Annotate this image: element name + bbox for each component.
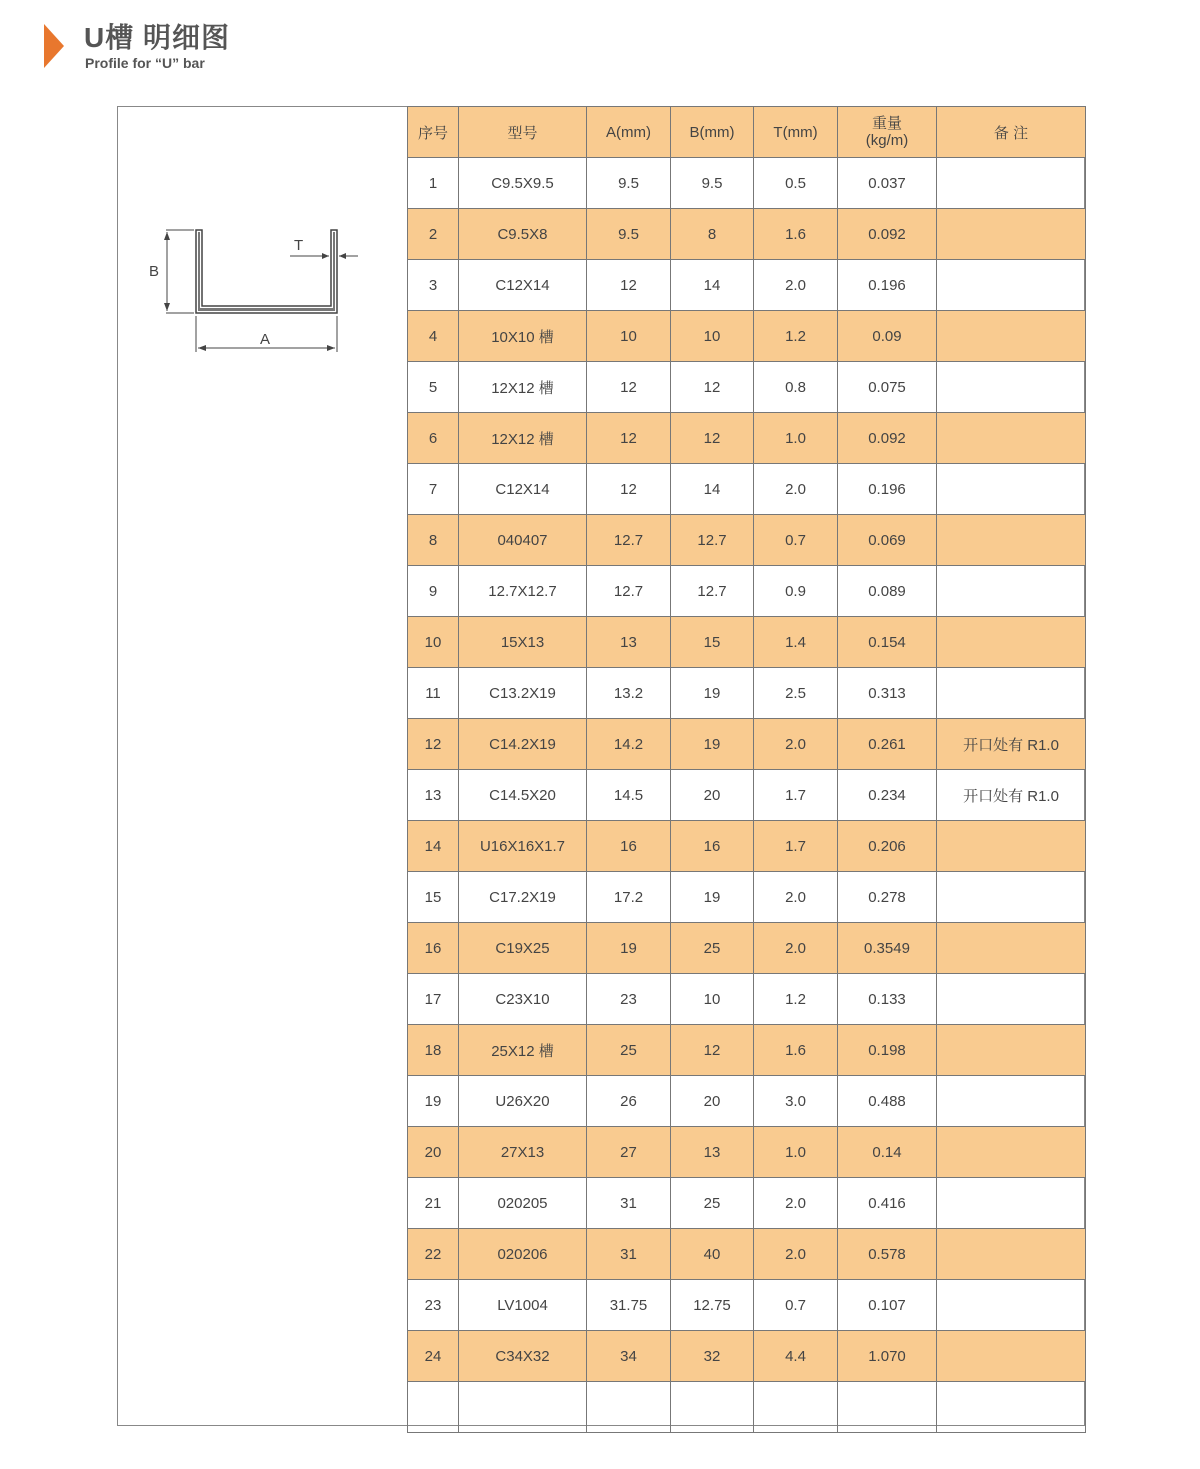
- cell-a: 31: [587, 1178, 671, 1229]
- cell-weight: 0.14: [838, 1127, 937, 1178]
- cell-no: 4: [408, 311, 459, 362]
- cell-b: 12: [671, 1025, 754, 1076]
- cell-t: 2.0: [754, 260, 838, 311]
- dimension-label-b: B: [149, 263, 160, 280]
- cell-note: [937, 1076, 1086, 1127]
- header-a-mm: A(mm): [587, 107, 671, 158]
- table-row: [408, 923, 1086, 974]
- cell-model: C12X14: [459, 260, 587, 311]
- cell-weight: 0.037: [838, 158, 937, 209]
- cell-b: 14: [671, 464, 754, 515]
- cell-t: 1.7: [754, 821, 838, 872]
- cell-no: 9: [408, 566, 459, 617]
- cell-note: [937, 1178, 1086, 1229]
- cell-b: 19: [671, 719, 754, 770]
- table-row: [408, 974, 1086, 1025]
- cell-note: [937, 413, 1086, 464]
- cell-weight: 0.261: [838, 719, 937, 770]
- cell-t: 4.4: [754, 1331, 838, 1382]
- cell-note: [937, 311, 1086, 362]
- cell-b: 32: [671, 1331, 754, 1382]
- cell-t: 1.7: [754, 770, 838, 821]
- cell-weight: 0.234: [838, 770, 937, 821]
- cell-a: 12: [587, 413, 671, 464]
- cell-t: 2.0: [754, 464, 838, 515]
- cell-t: 1.0: [754, 1127, 838, 1178]
- cell-a: 12: [587, 260, 671, 311]
- table-row: [408, 1280, 1086, 1331]
- cell-a: 34: [587, 1331, 671, 1382]
- cell-note: [937, 974, 1086, 1025]
- cell-no: 22: [408, 1229, 459, 1280]
- cell-weight: 0.578: [838, 1229, 937, 1280]
- cell-note: 开口处有 R1.0: [937, 719, 1086, 770]
- cell-a: 16: [587, 821, 671, 872]
- cell-t: 3.0: [754, 1076, 838, 1127]
- cell-b: [671, 1382, 754, 1433]
- cell-no: 15: [408, 872, 459, 923]
- cell-model: 040407: [459, 515, 587, 566]
- header-weight: [838, 107, 937, 158]
- header-triangle-marker: [44, 24, 64, 68]
- page-subtitle: Profile for “U” bar: [85, 55, 205, 71]
- cell-no: [408, 1382, 459, 1433]
- cell-b: 8: [671, 209, 754, 260]
- table-header-row: [408, 107, 1086, 158]
- cell-no: 17: [408, 974, 459, 1025]
- table-row: [408, 413, 1086, 464]
- cell-t: 2.0: [754, 1229, 838, 1280]
- cell-model: LV1004: [459, 1280, 587, 1331]
- table-row: [408, 1331, 1086, 1382]
- cell-b: 25: [671, 923, 754, 974]
- cell-no: 14: [408, 821, 459, 872]
- cell-model: C13.2X19: [459, 668, 587, 719]
- table-row: [408, 770, 1086, 821]
- table-row: [408, 1127, 1086, 1178]
- cell-a: 14.5: [587, 770, 671, 821]
- cell-no: 23: [408, 1280, 459, 1331]
- cell-weight: 0.196: [838, 260, 937, 311]
- table-row: [408, 362, 1086, 413]
- cell-model: 27X13: [459, 1127, 587, 1178]
- cell-b: 13: [671, 1127, 754, 1178]
- cell-note: [937, 668, 1086, 719]
- cell-b: 40: [671, 1229, 754, 1280]
- cell-t: 0.5: [754, 158, 838, 209]
- cell-t: 0.7: [754, 1280, 838, 1331]
- cell-b: 14: [671, 260, 754, 311]
- cell-note: [937, 1127, 1086, 1178]
- table-row: [408, 311, 1086, 362]
- cell-weight: 0.107: [838, 1280, 937, 1331]
- cell-t: 1.0: [754, 413, 838, 464]
- cell-model: C9.5X9.5: [459, 158, 587, 209]
- header-note: 备 注: [937, 107, 1086, 158]
- cell-a: 13: [587, 617, 671, 668]
- cell-model: 020205: [459, 1178, 587, 1229]
- cell-weight: 0.089: [838, 566, 937, 617]
- cell-b: 10: [671, 974, 754, 1025]
- table-row: [408, 260, 1086, 311]
- cell-model: 10X10 槽: [459, 311, 587, 362]
- cell-model: 020206: [459, 1229, 587, 1280]
- cell-note: [937, 260, 1086, 311]
- table-row: [408, 872, 1086, 923]
- table-row: [408, 668, 1086, 719]
- cell-model: C14.5X20: [459, 770, 587, 821]
- cell-a: 9.5: [587, 209, 671, 260]
- cell-note: [937, 1229, 1086, 1280]
- table-row: [408, 1382, 1086, 1433]
- table-row: [408, 1178, 1086, 1229]
- cell-no: 20: [408, 1127, 459, 1178]
- header-b-mm: B(mm): [671, 107, 754, 158]
- cell-no: 1: [408, 158, 459, 209]
- cell-t: 2.0: [754, 719, 838, 770]
- cell-a: 23: [587, 974, 671, 1025]
- cell-no: 21: [408, 1178, 459, 1229]
- cell-weight: 0.206: [838, 821, 937, 872]
- cell-no: 18: [408, 1025, 459, 1076]
- cell-no: 5: [408, 362, 459, 413]
- cell-t: 0.8: [754, 362, 838, 413]
- cell-weight: 0.3549: [838, 923, 937, 974]
- cell-no: 10: [408, 617, 459, 668]
- cell-no: 11: [408, 668, 459, 719]
- cell-model: 25X12 槽: [459, 1025, 587, 1076]
- table-row: [408, 1025, 1086, 1076]
- cell-note: [937, 1382, 1086, 1433]
- table-row: [408, 1229, 1086, 1280]
- cell-a: 31: [587, 1229, 671, 1280]
- cell-a: 12.7: [587, 566, 671, 617]
- cell-a: 17.2: [587, 872, 671, 923]
- cell-model: C23X10: [459, 974, 587, 1025]
- cell-b: 12.7: [671, 566, 754, 617]
- header-model: 型号: [459, 107, 587, 158]
- cell-model: 12X12 槽: [459, 413, 587, 464]
- cell-model: U26X20: [459, 1076, 587, 1127]
- cell-weight: 0.488: [838, 1076, 937, 1127]
- cell-b: 9.5: [671, 158, 754, 209]
- cell-a: 9.5: [587, 158, 671, 209]
- cell-model: C9.5X8: [459, 209, 587, 260]
- cell-a: 12: [587, 464, 671, 515]
- u-channel-profile-diagram: [140, 220, 370, 360]
- cell-a: 13.2: [587, 668, 671, 719]
- cell-t: 2.0: [754, 1178, 838, 1229]
- cell-b: 10: [671, 311, 754, 362]
- cell-b: 15: [671, 617, 754, 668]
- cell-b: 12: [671, 362, 754, 413]
- cell-no: 7: [408, 464, 459, 515]
- cell-note: [937, 872, 1086, 923]
- cell-model: U16X16X1.7: [459, 821, 587, 872]
- cell-no: 16: [408, 923, 459, 974]
- cell-t: 0.7: [754, 515, 838, 566]
- cell-a: 19: [587, 923, 671, 974]
- cell-model: C34X32: [459, 1331, 587, 1382]
- cell-t: 1.6: [754, 1025, 838, 1076]
- table-row: [408, 464, 1086, 515]
- cell-a: 10: [587, 311, 671, 362]
- u-bar-spec-table: [407, 106, 1086, 1433]
- cell-a: [587, 1382, 671, 1433]
- cell-weight: 0.198: [838, 1025, 937, 1076]
- cell-weight: 0.416: [838, 1178, 937, 1229]
- table-row: [408, 821, 1086, 872]
- cell-b: 12: [671, 413, 754, 464]
- cell-note: [937, 464, 1086, 515]
- cell-t: 1.6: [754, 209, 838, 260]
- table-row: [408, 515, 1086, 566]
- cell-no: 12: [408, 719, 459, 770]
- cell-model: 15X13: [459, 617, 587, 668]
- cell-no: 24: [408, 1331, 459, 1382]
- cell-note: [937, 923, 1086, 974]
- dimension-label-a: A: [260, 331, 271, 348]
- cell-b: 19: [671, 872, 754, 923]
- cell-t: [754, 1382, 838, 1433]
- cell-weight: 0.313: [838, 668, 937, 719]
- u-channel-shape: [196, 230, 337, 313]
- table-row: [408, 158, 1086, 209]
- cell-weight: 0.092: [838, 413, 937, 464]
- cell-b: 12.75: [671, 1280, 754, 1331]
- cell-no: 19: [408, 1076, 459, 1127]
- cell-weight: 0.154: [838, 617, 937, 668]
- cell-note: [937, 158, 1086, 209]
- cell-t: 1.2: [754, 311, 838, 362]
- cell-note: [937, 362, 1086, 413]
- cell-note: [937, 1025, 1086, 1076]
- cell-weight: 0.09: [838, 311, 937, 362]
- cell-b: 19: [671, 668, 754, 719]
- table-row: [408, 1076, 1086, 1127]
- table-row: [408, 209, 1086, 260]
- cell-b: 16: [671, 821, 754, 872]
- cell-no: 2: [408, 209, 459, 260]
- cell-model: C19X25: [459, 923, 587, 974]
- cell-t: 2.0: [754, 923, 838, 974]
- cell-note: [937, 566, 1086, 617]
- cell-weight: [838, 1382, 937, 1433]
- page-title: U槽 明细图: [84, 22, 231, 53]
- cell-t: 2.5: [754, 668, 838, 719]
- cell-note: [937, 617, 1086, 668]
- cell-b: 20: [671, 1076, 754, 1127]
- cell-no: 6: [408, 413, 459, 464]
- cell-t: 1.2: [754, 974, 838, 1025]
- cell-a: 12: [587, 362, 671, 413]
- table-row: [408, 617, 1086, 668]
- cell-t: 1.4: [754, 617, 838, 668]
- header-t-mm: T(mm): [754, 107, 838, 158]
- cell-b: 25: [671, 1178, 754, 1229]
- cell-model: C17.2X19: [459, 872, 587, 923]
- header-weight-line1: 重量: [871, 115, 902, 132]
- cell-note: [937, 1280, 1086, 1331]
- cell-a: 25: [587, 1025, 671, 1076]
- cell-model: 12X12 槽: [459, 362, 587, 413]
- cell-weight: 0.069: [838, 515, 937, 566]
- cell-model: 12.7X12.7: [459, 566, 587, 617]
- header-weight-line2: (kg/m): [865, 132, 909, 149]
- cell-a: 12.7: [587, 515, 671, 566]
- table-row: [408, 566, 1086, 617]
- table-body: [408, 158, 1086, 1433]
- cell-weight: 0.196: [838, 464, 937, 515]
- cell-weight: 0.133: [838, 974, 937, 1025]
- cell-weight: 1.070: [838, 1331, 937, 1382]
- cell-a: 31.75: [587, 1280, 671, 1331]
- cell-weight: 0.092: [838, 209, 937, 260]
- cell-model: C14.2X19: [459, 719, 587, 770]
- cell-weight: 0.278: [838, 872, 937, 923]
- cell-t: 0.9: [754, 566, 838, 617]
- cell-note: [937, 515, 1086, 566]
- cell-a: 26: [587, 1076, 671, 1127]
- table-row: [408, 719, 1086, 770]
- cell-no: 3: [408, 260, 459, 311]
- dimension-label-t: T: [294, 237, 304, 254]
- cell-a: 27: [587, 1127, 671, 1178]
- cell-note: [937, 821, 1086, 872]
- cell-weight: 0.075: [838, 362, 937, 413]
- cell-note: 开口处有 R1.0: [937, 770, 1086, 821]
- cell-note: [937, 209, 1086, 260]
- cell-model: C12X14: [459, 464, 587, 515]
- cell-t: 2.0: [754, 872, 838, 923]
- cell-a: 14.2: [587, 719, 671, 770]
- cell-no: 13: [408, 770, 459, 821]
- cell-no: 8: [408, 515, 459, 566]
- cell-model: [459, 1382, 587, 1433]
- cell-b: 12.7: [671, 515, 754, 566]
- header-no: 序号: [408, 107, 459, 158]
- cell-note: [937, 1331, 1086, 1382]
- cell-b: 20: [671, 770, 754, 821]
